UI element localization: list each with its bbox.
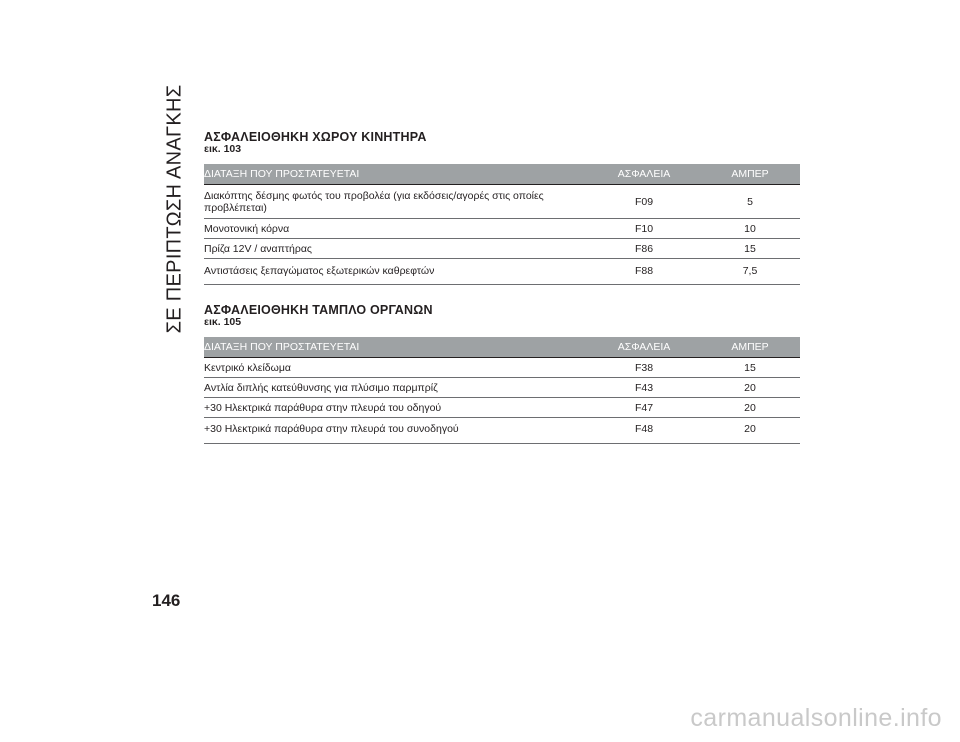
amp-cell: 10: [700, 219, 800, 239]
device-cell: Μονοτονική κόρνα: [204, 219, 588, 239]
device-cell: Κεντρικό κλείδωμα: [204, 358, 588, 378]
fuse-table: [204, 164, 800, 285]
section-title: ΑΣΦΑΛΕΙΟΘΗΚΗ ΤΑΜΠΛΟ ΟΡΓΑΝΩΝ: [204, 303, 433, 317]
amp-cell: 5: [700, 185, 800, 219]
header-amp: ΑΜΠΕΡ: [700, 164, 800, 185]
table-row: [204, 185, 800, 219]
amp-cell: 7,5: [700, 259, 800, 285]
fuse-table: [204, 337, 800, 444]
device-cell: +30 Ηλεκτρικά παράθυρα στην πλευρά του συνοδηγού: [204, 418, 588, 444]
header-fuse: ΑΣΦΑΛΕΙΑ: [588, 337, 700, 358]
table-row: [204, 398, 800, 418]
amp-cell: 20: [700, 378, 800, 398]
device-cell: Διακόπτης δέσμης φωτός του προβολέα (για εκδόσεις/αγορές στις οποίες προβλέπεται): [204, 185, 588, 219]
table-header-row: [204, 164, 800, 185]
figure-reference: εικ. 105: [204, 316, 242, 328]
amp-cell: 20: [700, 418, 800, 444]
header-fuse: ΑΣΦΑΛΕΙΑ: [588, 164, 700, 185]
device-cell: Πρίζα 12V / αναπτήρας: [204, 239, 588, 259]
fuse-cell: F88: [588, 259, 700, 285]
table-row: [204, 418, 800, 444]
table-row: [204, 259, 800, 285]
header-device: ΔΙΑΤΑΞΗ ΠΟΥ ΠΡΟΣΤΑΤΕΥΕΤΑΙ: [204, 337, 588, 358]
dashboard-fuse-box-section: [204, 304, 800, 444]
device-cell: +30 Ηλεκτρικά παράθυρα στην πλευρά του οδηγού: [204, 398, 588, 418]
fuse-cell: F10: [588, 219, 700, 239]
watermark: carmanualsonline.info: [690, 704, 942, 732]
fuse-cell: F43: [588, 378, 700, 398]
amp-cell: 20: [700, 398, 800, 418]
fuse-cell: F47: [588, 398, 700, 418]
table-row: [204, 358, 800, 378]
fuse-cell: F38: [588, 358, 700, 378]
amp-cell: 15: [700, 239, 800, 259]
fuse-cell: F09: [588, 185, 700, 219]
header-amp: ΑΜΠΕΡ: [700, 337, 800, 358]
section-title: ΑΣΦΑΛΕΙΟΘΗΚΗ ΧΩΡΟΥ ΚΙΝΗΤΗΡΑ: [204, 130, 427, 144]
fuse-cell: F86: [588, 239, 700, 259]
table-row: [204, 219, 800, 239]
table-row: [204, 378, 800, 398]
fuse-cell: F48: [588, 418, 700, 444]
figure-reference: εικ. 103: [204, 143, 242, 155]
table-header-row: [204, 337, 800, 358]
device-cell: Αντλία διπλής κατεύθυνσης για πλύσιμο παρμπρίζ: [204, 378, 588, 398]
page-number: 146: [152, 591, 181, 610]
table-row: [204, 239, 800, 259]
engine-fuse-box-section: [204, 131, 800, 285]
amp-cell: 15: [700, 358, 800, 378]
device-cell: Αντιστάσεις ξεπαγώματος εξωτερικών καθρεφτών: [204, 259, 588, 285]
header-device: ΔΙΑΤΑΞΗ ΠΟΥ ΠΡΟΣΤΑΤΕΥΕΤΑΙ: [204, 164, 588, 185]
chapter-side-title-text: ΣΕ ΠΕΡΙΠΤΩΣΗ ΑΝΑΓΚΗΣ: [163, 84, 186, 334]
chapter-side-title: [160, 78, 190, 340]
